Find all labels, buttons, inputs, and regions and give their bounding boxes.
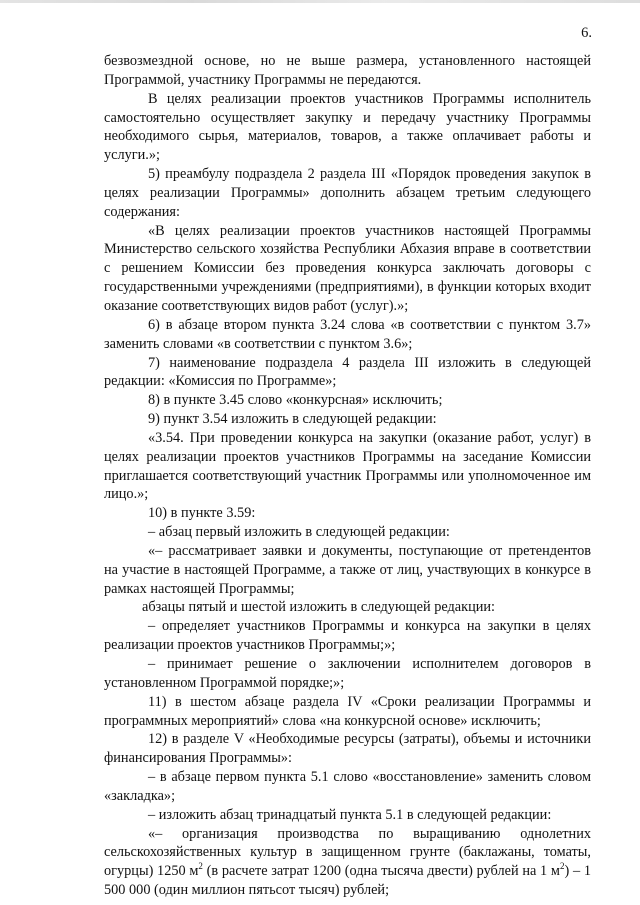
superscript-2: 2 <box>559 861 565 872</box>
paragraph-procurement: В целях реализации проектов участников Программы исполнитель самостоятельно осуществляет закупку и передачу участнику Программы необходимого сырья, материалов, товаров, а также оплачивает работы и услуги.»; <box>104 90 591 164</box>
greenhouse-text-1: «– организация производства по выращиванию однолетних сельскохозяйственных культур в защищенном грунте (баклажаны, томаты, огурцы) 1250 м <box>104 825 591 880</box>
paragraph-first-abz: – абзац первый изложить в следующей редакции: <box>148 524 450 541</box>
scan-edge <box>0 0 640 3</box>
paragraph-continuation: безвозмездной основе, но не выше размера, установленного настоящей Программой, участнику Программы не передаются. <box>104 53 591 88</box>
paragraph-reviews: «– рассматривает заявки и документы, поступающие от претендентов на участие в настоящей Программе, а также от лиц, участвующих в конкурсе в рамках настоящей Программы; <box>104 542 591 597</box>
paragraph-fifth-sixth: абзацы пятый и шестой изложить в следующей редакции: <box>142 599 496 616</box>
greenhouse-text-2: (в расчете затрат 1200 (одна тысяча двести) рублей на 1 м <box>202 863 560 880</box>
greenhouse-text-3: ) – 1 500 000 (один миллион пятьсот тысяч) рублей; <box>104 863 591 899</box>
paragraph-greenhouse <box>104 825 591 900</box>
paragraph-5-1-first: – в абзаце первом пункта 5.1 слово «восстановление» заменить словом «закладка»; <box>104 769 591 804</box>
paragraph-item-7: 7) наименование подраздела 4 раздела III изложить в следующей редакции: «Комиссия по Программе»; <box>104 354 591 390</box>
paragraph-determines: – определяет участников Программы и конкурса на закупки в целях реализации проектов участников Программы;»; <box>104 618 591 654</box>
paragraph-decision: – принимает решение о заключении исполнителем договоров в установленном Программой порядке;»; <box>104 656 591 691</box>
paragraph-item-8: 8) в пункте 3.45 слово «конкурсная» исключить; <box>148 392 443 409</box>
document-body <box>104 52 591 900</box>
paragraph-3-54: «3.54. При проведении конкурса на закупки (оказание работ, услуг) в целях реализации проектов участников Программы на заседание Комиссии приглашается соответствующий участник Программы или уполномоченное им лицо.»; <box>104 429 591 503</box>
page-number: 6. <box>581 25 592 41</box>
paragraph-item-11: 11) в шестом абзаце раздела IV «Сроки реализации Программы и программных мероприятий» слова «на конкурсной основе» исключить; <box>104 693 591 729</box>
paragraph-item-10: 10) в пункте 3.59: <box>148 505 256 522</box>
paragraph-item-12: 12) в разделе V «Необходимые ресурсы (затраты), объемы и источники финансирования Программы»: <box>104 731 591 767</box>
superscript-2: 2 <box>198 861 203 872</box>
paragraph-ministry: «В целях реализации проектов участников настоящей Программы Министерство сельского хозяйства Республики Абхазия вправе в соответствии с решением Комиссии без проведения конкурса заключать договоры с государственными учреждениями (предприятиями), в функции которых входит оказание соответствующих видов работ (услуг).»; <box>104 222 591 314</box>
paragraph-item-9: 9) пункт 3.54 изложить в следующей редакции: <box>148 411 437 428</box>
paragraph-item-6: 6) в абзаце втором пункта 3.24 слова «в соответствии с пунктом 3.7» заменить словами «в соответствии с пунктом 3.6»; <box>104 316 591 352</box>
paragraph-item-5: 5) преамбулу подраздела 2 раздела III «Порядок проведения закупок в целях реализации Программы» дополнить абзацем третьим следующего содержания: <box>104 166 591 220</box>
paragraph-5-1-thirteenth: – изложить абзац тринадцатый пункта 5.1 в следующей редакции: <box>148 806 552 823</box>
